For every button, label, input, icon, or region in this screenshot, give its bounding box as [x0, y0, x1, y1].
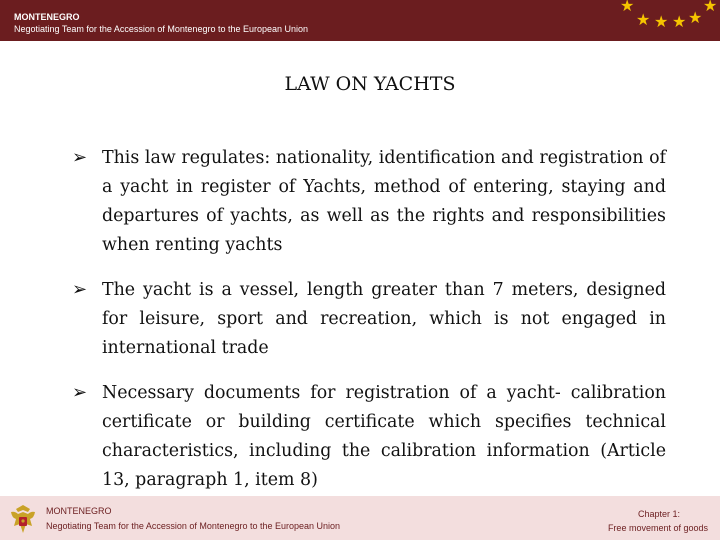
footer-chapter: Chapter 1: — [637, 509, 680, 519]
montenegro-coat-of-arms-icon — [6, 502, 40, 536]
bullet-list — [72, 144, 666, 511]
footer-topic: Free movement of goods — [607, 523, 708, 533]
footer-subtitle: Negotiating Team for the Accession of Montenegro to the European Union — [46, 521, 341, 531]
bullet-text: This law regulates: nationality, identification and registration of a yacht in register of Yachts, method of entering, staying and departures of yachts, as well as the rights and responsibilities when renting yachts — [102, 148, 666, 255]
arrow-bullet-icon: ➢ — [72, 382, 88, 403]
bullet-item — [72, 144, 666, 260]
header-bar — [0, 0, 720, 41]
header-country: MONTENEGRO — [14, 12, 80, 22]
bullet-item — [72, 276, 666, 363]
footer-country: MONTENEGRO — [46, 506, 112, 516]
slide-title: LAW ON YACHTS — [284, 73, 456, 95]
star-icon: ★ — [654, 12, 669, 31]
star-icon: ★ — [672, 12, 687, 31]
star-icon: ★ — [636, 10, 651, 29]
star-icon: ★ — [620, 0, 635, 15]
bullet-text: Necessary documents for registration of a yacht- calibration certificate or building certificate which specifies technical characteristics, including the calibration information (Article 13, paragraph 1, item 8) — [102, 383, 666, 490]
star-icon: ★ — [703, 0, 718, 15]
bullet-item — [72, 379, 666, 495]
arrow-bullet-icon: ➢ — [72, 147, 88, 168]
header-subtitle: Negotiating Team for the Accession of Montenegro to the European Union — [14, 24, 309, 34]
bullet-text: The yacht is a vessel, length greater than 7 meters, designed for leisure, sport and recreation, which is not engaged in international trade — [102, 280, 666, 358]
arrow-bullet-icon: ➢ — [72, 279, 88, 300]
footer-bar — [0, 496, 720, 540]
star-icon: ★ — [688, 8, 703, 27]
